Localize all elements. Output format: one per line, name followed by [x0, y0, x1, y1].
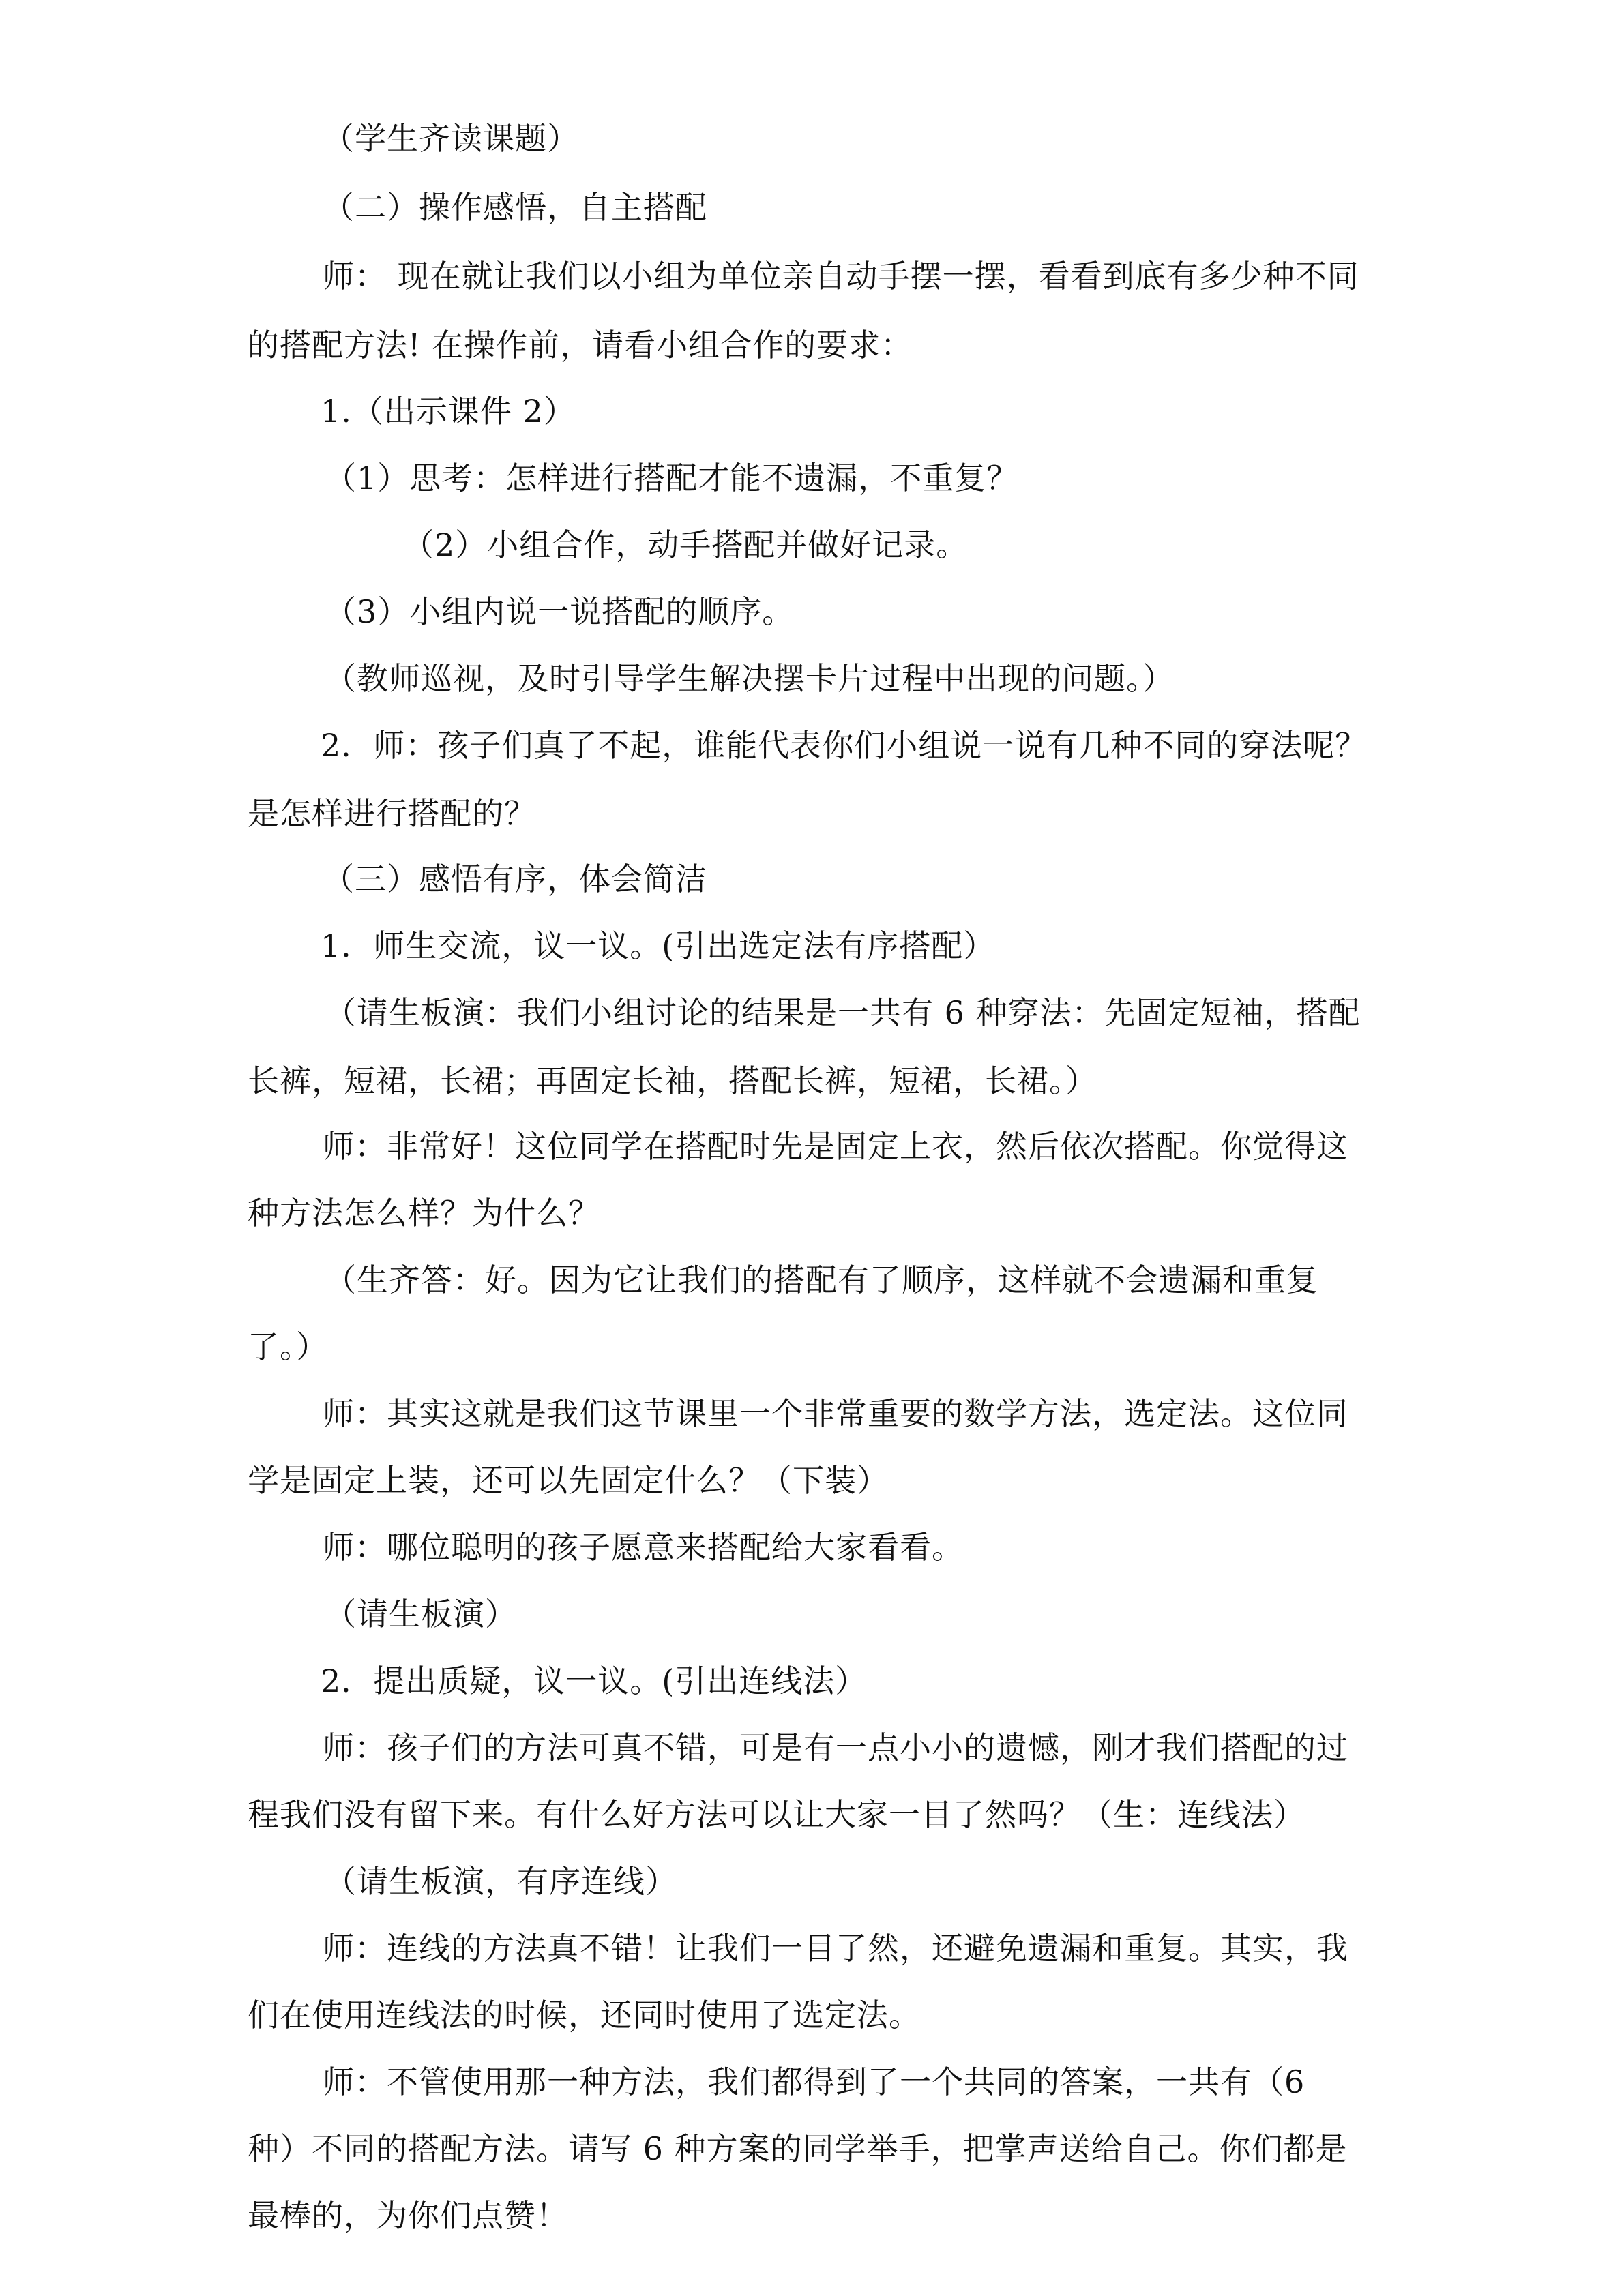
text-line-1: （学生齐读课题）: [323, 120, 579, 157]
text-line-16: 师：非常好！这位同学在搭配时先是固定上衣，然后依次搭配。你觉得这: [323, 1128, 1348, 1165]
text-line-21: 学是固定上装，还可以先固定什么？（下装）: [248, 1462, 889, 1499]
text-line-15: 长裤，短裙，长裙；再固定长袖，搭配长裤，短裙，长裙。）: [248, 1062, 1097, 1099]
text-line-26: 程我们没有留下来。有什么好方法可以让大家一目了然吗？（生：连线法）: [248, 1796, 1305, 1833]
text-line-29: 们在使用连线法的时候，还同时使用了选定法。: [248, 1997, 921, 2033]
text-line-9: （教师巡视，及时引导学生解决摆卡片过程中出现的问题。）: [325, 660, 1175, 697]
text-line-5: 1.（出示课件 2）: [321, 393, 576, 430]
text-line-27: （请生板演，有序连线）: [325, 1863, 677, 1900]
text-line-3: 师： 现在就让我们以小组为单位亲自动手摆一摆，看看到底有多少种不同: [323, 258, 1359, 295]
text-line-20: 师：其实这就是我们这节课里一个非常重要的数学方法，选定法。这位同: [323, 1395, 1348, 1432]
text-line-11: 是怎样进行搭配的？: [248, 795, 536, 832]
text-line-32: 最棒的，为你们点赞！: [248, 2197, 568, 2234]
text-line-13: 1．师生交流，议一议。(引出选定法有序搭配）: [321, 927, 996, 964]
text-line-24: 2．提出质疑，议一议。(引出连线法）: [321, 1663, 868, 1699]
text-line-23: （请生板演）: [325, 1596, 517, 1632]
text-line-2: （二）操作感悟，自主搭配: [323, 189, 707, 226]
text-line-14: （请生板演：我们小组讨论的结果是一共有 6 种穿法：先固定短袖，搭配: [325, 994, 1361, 1031]
text-line-22: 师：哪位聪明的孩子愿意来搭配给大家看看。: [323, 1529, 964, 1566]
text-line-31: 种）不同的搭配方法。请写 6 种方案的同学举手，把掌声送给自己。你们都是: [248, 2130, 1348, 2167]
text-line-7: （2）小组合作，动手搭配并做好记录。: [402, 526, 969, 563]
text-line-8: （3）小组内说一说搭配的顺序。: [325, 593, 795, 630]
text-line-10: 2．师：孩子们真了不起，谁能代表你们小组说一说有几种不同的穿法呢？: [321, 727, 1368, 764]
text-line-18: （生齐答：好。因为它让我们的搭配有了顺序，这样就不会遗漏和重复: [325, 1262, 1318, 1298]
text-line-4: 的搭配方法! 在操作前，请看小组合作的要求：: [248, 327, 913, 363]
text-line-28: 师：连线的方法真不错！让我们一目了然，还避免遗漏和重复。其实，我: [323, 1930, 1348, 1967]
text-line-6: （1）思考：怎样进行搭配才能不遗漏，不重复？: [325, 460, 1019, 496]
text-line-30: 师：不管使用那一种方法，我们都得到了一个共同的答案，一共有（6: [323, 2063, 1305, 2100]
text-line-12: （三）感悟有序，体会简洁: [323, 861, 707, 897]
text-line-25: 师：孩子们的方法可真不错，可是有一点小小的遗憾，刚才我们搭配的过: [323, 1729, 1348, 1766]
text-line-19: 了。）: [248, 1328, 328, 1365]
text-line-17: 种方法怎么样？为什么？: [248, 1195, 600, 1232]
